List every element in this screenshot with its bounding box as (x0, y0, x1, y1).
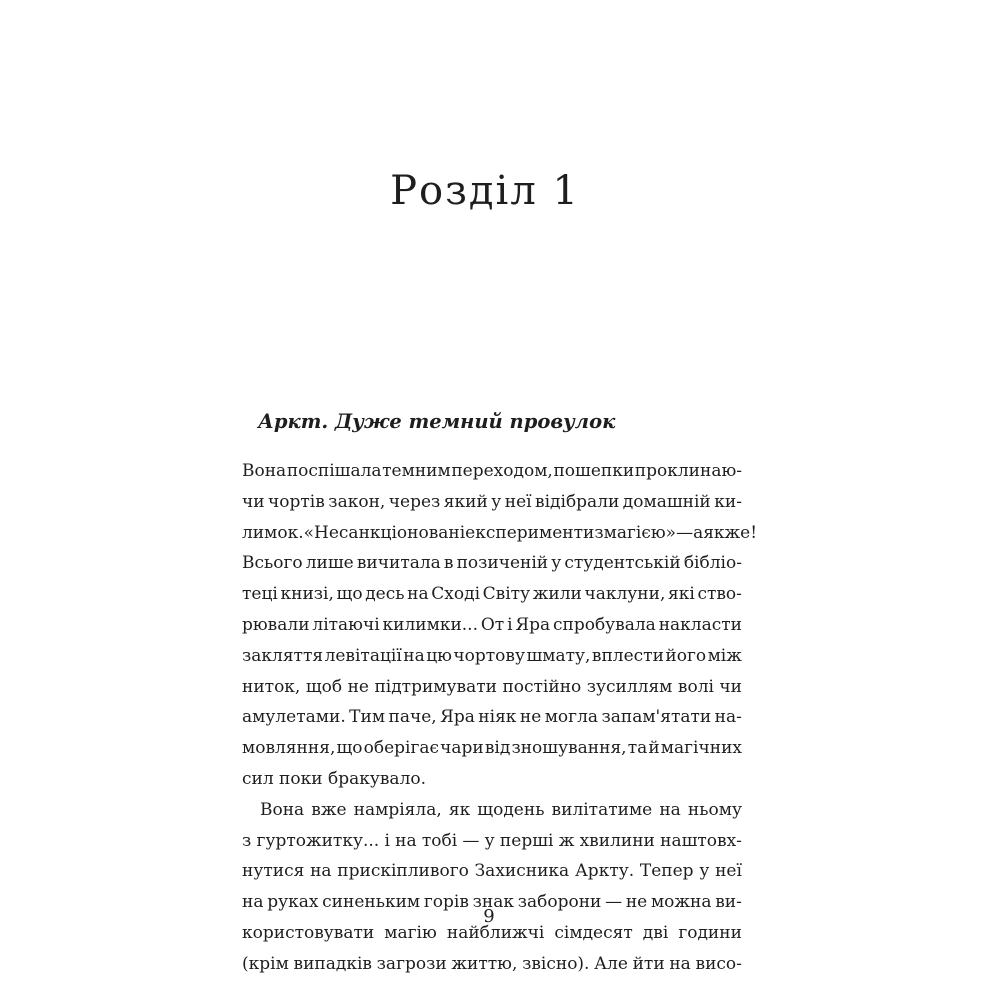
word: бібліо- (683, 553, 742, 574)
word: книзі, (280, 584, 334, 605)
word: теці (242, 584, 278, 605)
word: у (699, 861, 710, 882)
word: ніяк (478, 707, 517, 728)
word: Але (594, 953, 628, 974)
word: домашній (622, 491, 711, 512)
word: наштовх- (660, 830, 742, 851)
word: літаючі (312, 614, 380, 635)
word: користовувати (242, 922, 375, 943)
word: у (484, 830, 495, 851)
section-heading: Аркт. Дуже темний провулок (258, 410, 616, 433)
word: дві (642, 922, 669, 943)
text-line (242, 764, 742, 795)
word: вилітатиме (551, 799, 653, 820)
word: Вона (260, 799, 305, 820)
word: Аркту. (574, 861, 635, 882)
word: запам'ятати (601, 707, 712, 728)
word: на (310, 861, 332, 882)
text-line (242, 949, 742, 980)
word: у (491, 491, 502, 512)
text-line (242, 702, 742, 733)
word: через (388, 491, 441, 512)
word: Вона (242, 461, 287, 481)
word: на (659, 799, 681, 820)
word: магічних (660, 738, 742, 759)
word: як (448, 799, 471, 820)
page-number: 9 (483, 906, 495, 927)
word: випадків (293, 953, 372, 974)
word: ство- (697, 584, 742, 605)
word: на (407, 584, 429, 605)
word: у (551, 553, 562, 574)
word: «Несанкціоновані (303, 522, 466, 543)
word: рювали (242, 614, 310, 635)
word: з (594, 522, 604, 543)
word: на (669, 953, 691, 974)
word: підтримувати (374, 676, 497, 697)
text-line (242, 456, 742, 487)
word: Тим (349, 707, 386, 728)
word: переходом, (451, 461, 553, 481)
word: загрози (376, 953, 447, 974)
word: спробувала (552, 614, 656, 635)
word: між (707, 645, 742, 666)
word: паче, (388, 707, 437, 728)
text-line (242, 487, 742, 518)
word: Яра (515, 614, 551, 635)
word: на (403, 645, 425, 666)
word: Всього (242, 553, 303, 574)
word: щодень (477, 799, 545, 820)
word: ви- (715, 892, 742, 913)
text-line (242, 733, 742, 764)
word: неї (715, 861, 742, 882)
word: можна (650, 892, 712, 913)
word: звісно). (522, 953, 590, 974)
text-line (242, 548, 742, 579)
word: левітації (324, 645, 402, 666)
word: (крім (242, 953, 289, 974)
word: прискіпливого (337, 861, 469, 882)
word: килимки... (382, 614, 478, 635)
word: Сході (431, 584, 481, 605)
word: оберігає (363, 738, 440, 759)
word: від (484, 738, 511, 759)
word: не (625, 892, 648, 913)
word: аякже! (693, 522, 758, 543)
body-text (242, 456, 758, 980)
word: з (242, 830, 252, 851)
word: неї (504, 491, 532, 512)
word: які (668, 584, 695, 605)
word: ниток, (242, 676, 301, 697)
text-line (242, 610, 742, 641)
word: закон, (328, 491, 386, 512)
word: лимок. (242, 522, 304, 543)
word: сімдесят (554, 922, 633, 943)
word: синеньким (322, 892, 421, 913)
word: гуртожитку... (256, 830, 380, 851)
word: години (678, 922, 742, 943)
word: Захисника (474, 861, 570, 882)
word: волі (677, 676, 714, 697)
word: пошепки (553, 461, 635, 481)
word: ки- (714, 491, 742, 512)
word: ньому (687, 799, 742, 820)
word: лише (305, 553, 354, 574)
text-line (242, 826, 742, 857)
word: найближчі (446, 922, 545, 943)
word: тобі (421, 830, 458, 851)
word: амулетами. (242, 707, 346, 728)
word: зусиллям (586, 676, 673, 697)
word: позиченій (456, 553, 549, 574)
word: десь (365, 584, 405, 605)
text-line (242, 641, 742, 672)
word: намріяла, (353, 799, 442, 820)
word: чи (719, 676, 742, 697)
word: висо- (695, 953, 742, 974)
word: перші (499, 830, 554, 851)
word: Яра (440, 707, 475, 728)
word: — (605, 892, 623, 913)
word: щоб (305, 676, 343, 697)
word: що (336, 584, 363, 605)
line-text: сил поки бракувало. (242, 768, 427, 789)
word: чортову (453, 645, 525, 666)
word: Світу (482, 584, 531, 605)
word: нутися (242, 861, 305, 882)
word: не (519, 707, 542, 728)
word: вплести (591, 645, 664, 666)
word: поспішала (286, 461, 382, 481)
word: вже (311, 799, 347, 820)
word: його (665, 645, 707, 666)
text-line (242, 518, 758, 549)
word: — (462, 830, 480, 851)
word: чортів (268, 491, 325, 512)
word: постійно (502, 676, 582, 697)
word: життю, (451, 953, 518, 974)
word: могла (544, 707, 599, 728)
word: на- (714, 707, 742, 728)
word: проклинаю- (634, 461, 742, 481)
word: йти (632, 953, 665, 974)
word: вичитала (356, 553, 441, 574)
chapter-title: Розділ 1 (390, 168, 580, 214)
word: заборони (517, 892, 602, 913)
word: Тепер (639, 861, 694, 882)
text-line (242, 579, 742, 610)
word: хвилини (579, 830, 655, 851)
word: знак (472, 892, 515, 913)
word: чи (242, 491, 265, 512)
word: який (443, 491, 488, 512)
word: на (395, 830, 417, 851)
word: чаклуни, (584, 584, 666, 605)
word: не (347, 676, 369, 697)
word: на (242, 892, 264, 913)
text-line (242, 795, 742, 826)
word: відібрали (535, 491, 620, 512)
word: горів (423, 892, 469, 913)
text-line (242, 672, 742, 703)
word: жили (532, 584, 582, 605)
word: ж (558, 830, 575, 851)
word: От (480, 614, 505, 635)
word: темним (382, 461, 451, 481)
word: що (336, 738, 363, 759)
word: та (627, 738, 648, 759)
word: чари (440, 738, 484, 759)
word: в (443, 553, 454, 574)
word: експерименти (465, 522, 595, 543)
word: закляття (242, 645, 324, 666)
word: і (384, 830, 390, 851)
word: накласти (658, 614, 742, 635)
word: цю (426, 645, 452, 666)
word: — (676, 522, 694, 543)
word: магією» (603, 522, 677, 543)
word: шмату, (526, 645, 591, 666)
word: студентській (564, 553, 681, 574)
word: й (648, 738, 660, 759)
word: і (507, 614, 513, 635)
word: мовляння, (242, 738, 336, 759)
text-line (242, 856, 742, 887)
word: зношування, (511, 738, 627, 759)
word: руках (267, 892, 319, 913)
word: магію (384, 922, 437, 943)
